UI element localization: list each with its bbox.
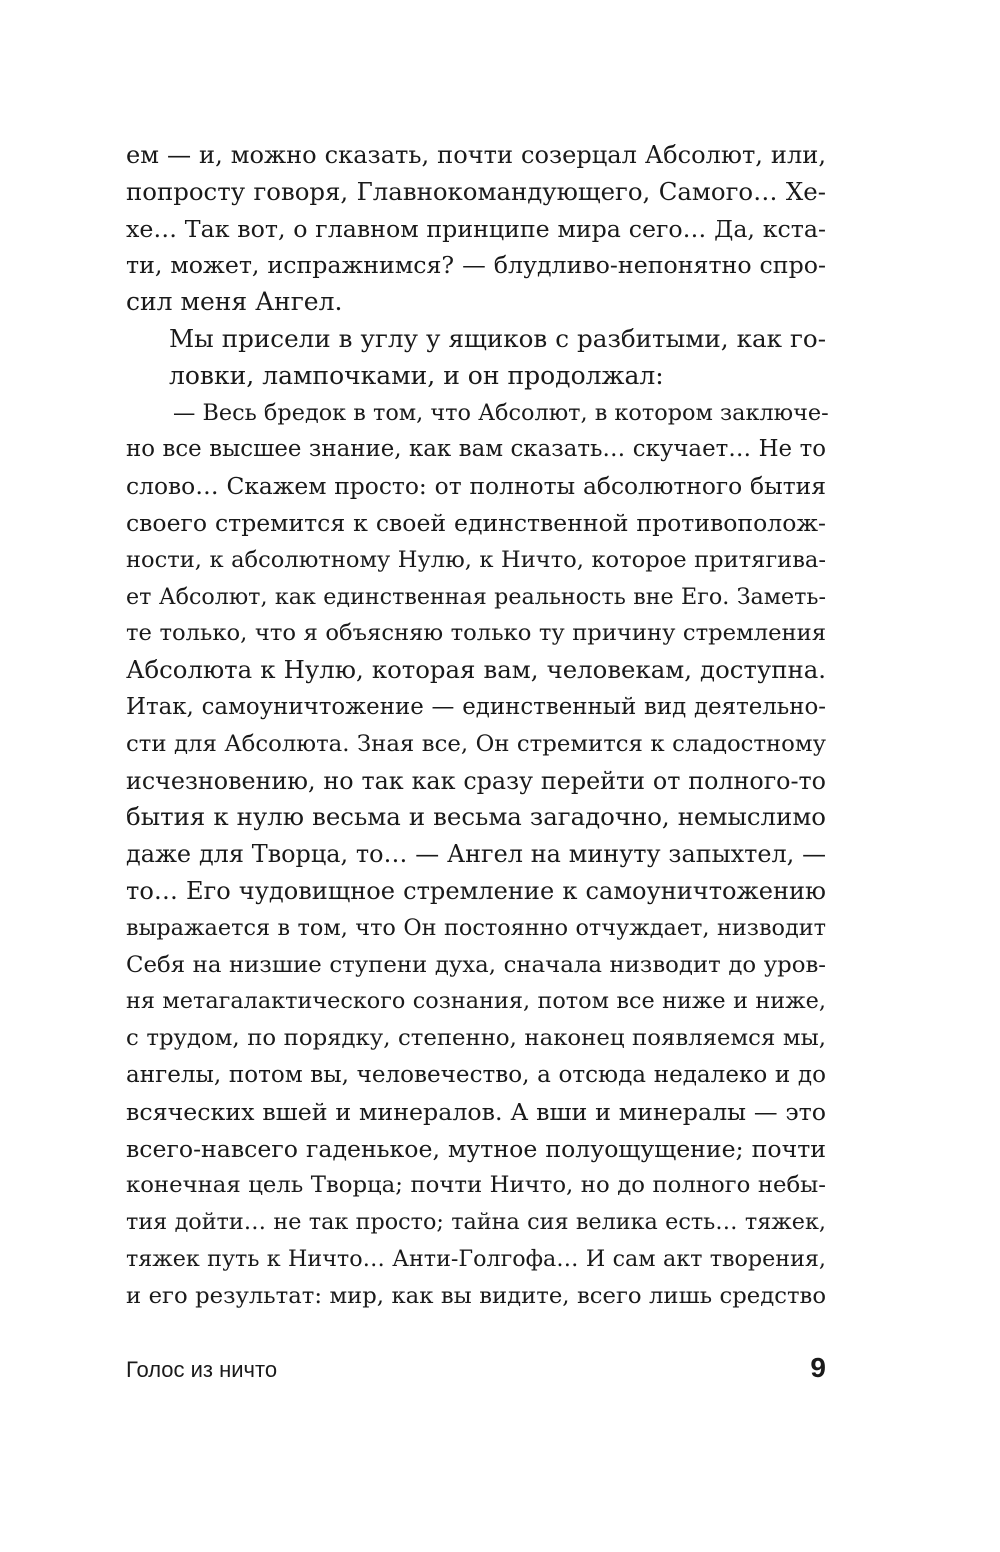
text-line: ет Абсолют, как единственная реальность вне Его. Заметь- xyxy=(126,583,826,610)
text-line: с трудом, по порядку, степенно, наконец появляемся мы, xyxy=(126,1025,826,1052)
text-line: всяческих вшей и минералов. А вши и минералы — это xyxy=(126,1097,826,1126)
body-text xyxy=(126,137,829,1315)
text-line: тия дойти… не так просто; тайна сия велика есть… тяжек, xyxy=(126,1209,826,1236)
page-footer xyxy=(126,1354,826,1394)
text-line: Себя на низшие ступени духа, сначала низводит до уров- xyxy=(126,951,826,978)
text-line: исчезновению, но так как сразу перейти от полного-то xyxy=(126,766,826,795)
text-line: бытия к нулю весьма и весьма загадочно, немыслимо xyxy=(126,802,826,832)
text-line: ловки, лампочками, и он продолжал: xyxy=(169,360,664,390)
text-line: то… Его чудовищное стремление к самоуничтожению xyxy=(126,876,826,905)
text-line: и его результат: мир, как вы видите, всего лишь средство xyxy=(126,1282,826,1309)
text-line: конечная цель Творца; почти Ничто, но до полного небы- xyxy=(126,1172,826,1199)
text-line: даже для Творца, то… — Ангел на минуту запыхтел, — xyxy=(126,840,826,869)
text-line: те только, что я объясняю только ту причину стремления xyxy=(126,620,826,647)
text-line: но все высшее знание, как вам сказать… скучает… Не то xyxy=(126,436,826,463)
text-line: тяжек путь к Ничто… Анти-Голгофа… И сам акт творения, xyxy=(126,1245,826,1272)
text-line: ем — и, можно сказать, почти созерцал Абсолют, или, xyxy=(126,141,826,169)
text-line: ти, может, испражнимся? — блудливо-непонятно спро- xyxy=(126,251,826,280)
text-line: ангелы, потом вы, человечество, а отсюда недалеко и до xyxy=(126,1061,826,1088)
text-line: Мы присели в углу у ящиков с разбитыми, как го- xyxy=(169,323,826,353)
text-line: своего стремится к своей единственной противополож- xyxy=(126,508,826,537)
text-line: хе… Так вот, о главном принципе мира сего… Да, кста- xyxy=(126,214,826,243)
text-line: Абсолюта к Нулю, которая вам, человекам, доступна. xyxy=(126,655,826,685)
page-number: 9 xyxy=(810,1352,826,1383)
text-line: Итак, самоуничтожение — единственный вид деятельно- xyxy=(126,693,826,720)
text-line: ности, к абсолютному Нулю, к Ничто, которое притягива- xyxy=(126,546,826,573)
text-line: всего-навсего гаденькое, мутное полуощущение; почти xyxy=(126,1134,826,1163)
text-line: сил меня Ангел. xyxy=(126,287,343,317)
text-line: попросту говоря, Главнокомандующего, Самого… Хе- xyxy=(126,176,826,206)
text-line: сти для Абсолюта. Зная все, Он стремится к сладостному xyxy=(126,730,826,757)
text-line: слово… Скажем просто: от полноты абсолютного бытия xyxy=(126,472,826,501)
text-line: ня метагалактического сознания, потом все ниже и ниже, xyxy=(126,988,826,1015)
text-line: — Весь бредок в том, что Абсолют, в котором заключе- xyxy=(173,399,829,426)
running-footer-title: Голос из ничто xyxy=(126,1357,278,1382)
text-line: выражается в том, что Он постоянно отчуждает, низводит xyxy=(126,914,826,941)
